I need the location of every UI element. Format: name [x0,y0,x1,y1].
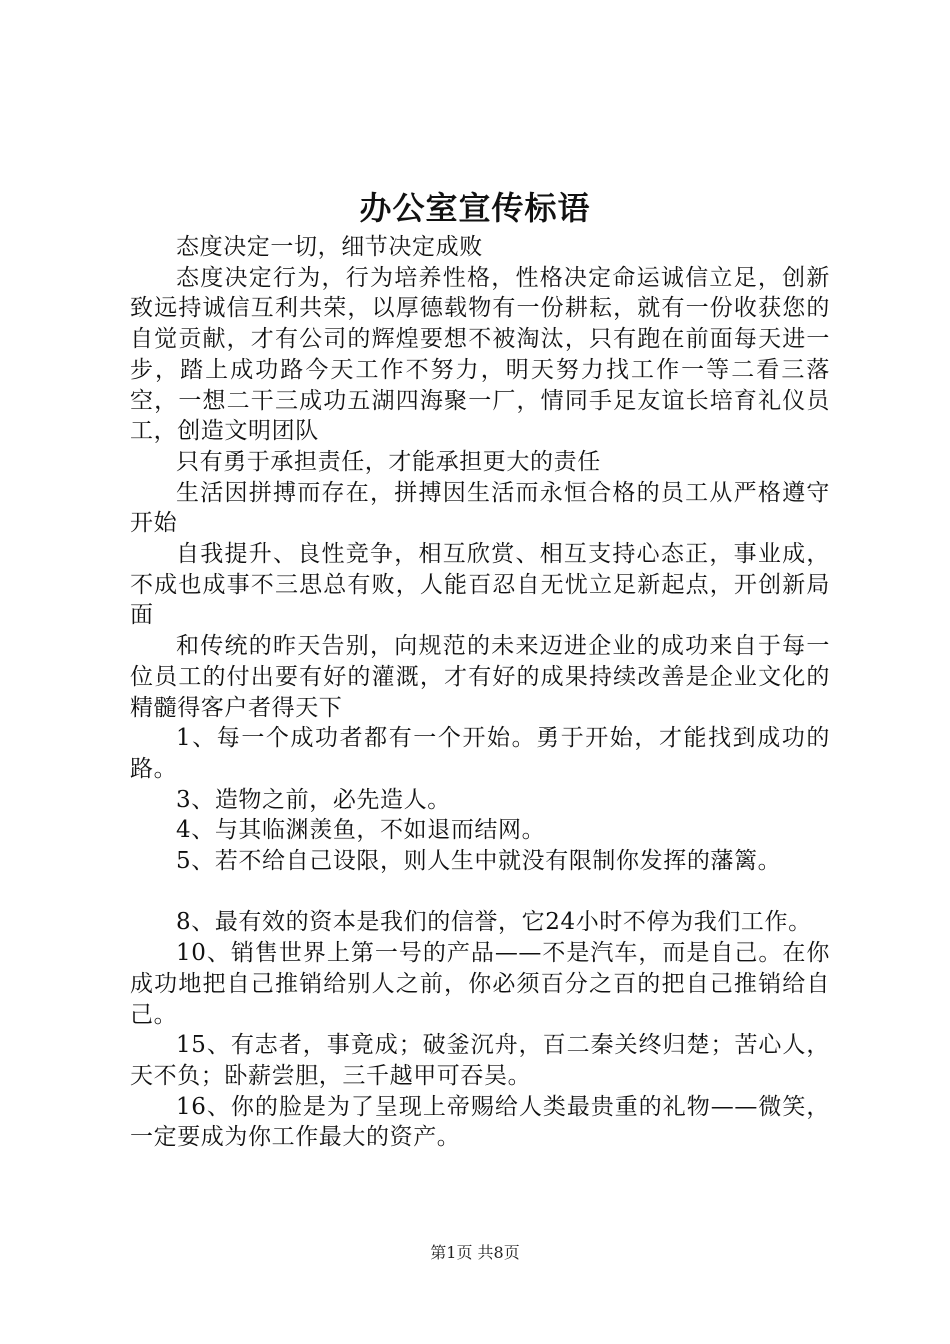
list-item: 16、你的脸是为了呈现上帝赐给人类最贵重的礼物——微笑，一定要成为你工作最大的资产。 [130,1093,830,1151]
list-item: 3、造物之前，必先造人。 [176,786,451,813]
paragraph: 生活因拼搏而存在，拼搏因生活而永恒合格的员工从严格遵守开始 [130,479,830,537]
list-item: 1、每一个成功者都有一个开始。勇于开始，才能找到成功的路。 [130,725,830,782]
list-item: 4、与其临渊羡鱼，不如退而结网。 [176,817,546,844]
paragraph: 和传统的昨天告别，向规范的未来迈进企业的成功来自于每一位员工的付出要有好的灌溉，才有好的成果持续改善是企业文化的精髓得客户者得天下 [130,633,830,721]
list-item: 8、最有效的资本是我们的信誉，它24小时不停为我们工作。 [176,909,812,936]
document-body [130,232,830,1153]
list-item: 5、若不给自己设限，则人生中就没有限制你发挥的藩篱。 [176,848,782,875]
paragraph: 自我提升、良性竞争，相互欣赏、相互支持心态正，事业成，不成也成事不三思总有败，人能百忍自无忧立足新起点，开创新局面 [130,541,830,629]
document-title: 办公室宣传标语 [359,189,591,227]
list-item: 10、销售世界上第一号的产品——不是汽车，而是自己。在你成功地把自己推销给别人之前，你必须百分之百的把自己推销给自己。 [130,940,830,1028]
page-footer: 第1页 共8页 [430,1243,520,1262]
list-item: 15、有志者，事竟成；破釜沉舟，百二秦关终归楚；苦心人，天不负；卧薪尝胆，三千越甲可吞吴。 [130,1032,830,1089]
paragraph: 态度决定一切，细节决定成败 [176,234,483,260]
paragraph: 态度决定行为，行为培养性格，性格决定命运诚信立足，创新致远持诚信互利共荣，以厚德载物有一份耕耘，就有一份收获您的自觉贡献，才有公司的辉煌要想不被淘汰，只有跑在前面每天进一步，踏上成功路今天工作不努力，明天努力找工作一等二看三落空，一想二干三成功五湖四海聚一厂，情同手足友谊长培育礼仪员工，创造文明团队 [130,264,830,445]
blank-line [130,877,830,908]
paragraph: 只有勇于承担责任，才能承担更大的责任 [176,448,601,475]
